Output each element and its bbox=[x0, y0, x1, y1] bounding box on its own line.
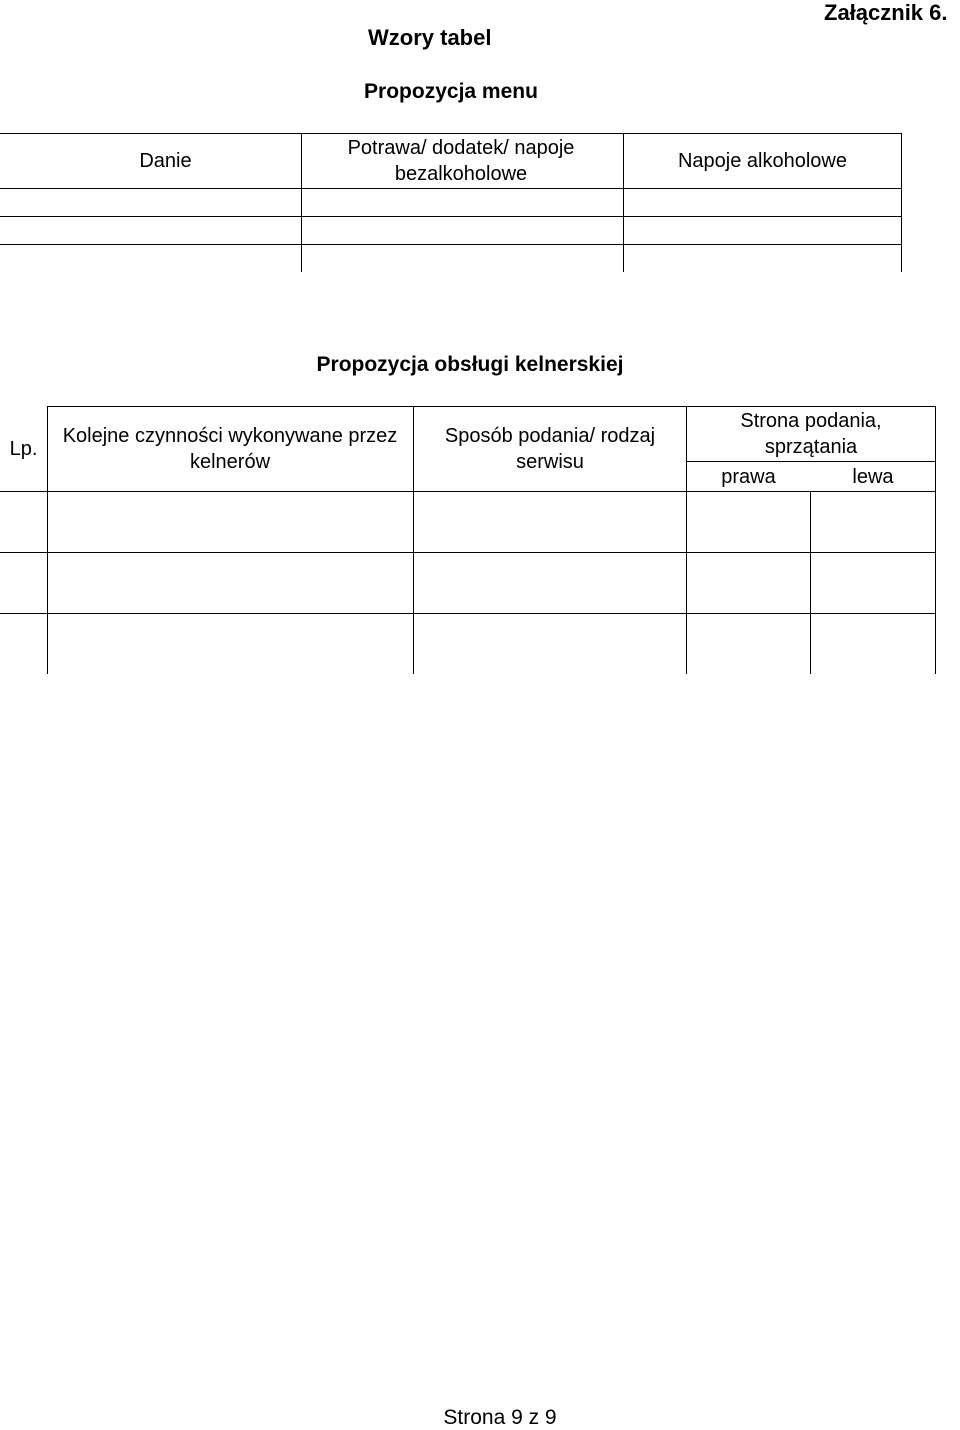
service-col-side: Strona podania, sprzątania bbox=[740, 410, 882, 458]
page-title: Wzory tabel bbox=[368, 25, 492, 50]
service-table-border-right bbox=[935, 406, 936, 674]
service-table-col-line bbox=[810, 491, 811, 674]
appendix-label: Załącznik 6. bbox=[824, 0, 948, 25]
service-table-col-line bbox=[47, 406, 48, 674]
service-table-row-line bbox=[0, 491, 936, 492]
service-col-lp: Lp. bbox=[9, 438, 38, 460]
service-section-title: Propozycja obsługi kelnerskiej bbox=[316, 353, 624, 376]
page-number: Strona 9 z 9 bbox=[443, 1406, 557, 1429]
menu-col-dish: Danie bbox=[139, 150, 192, 172]
service-col-method: Sposób podania/ rodzaj serwisu bbox=[444, 425, 656, 473]
service-table-col-line bbox=[686, 406, 687, 674]
menu-section-title: Propozycja menu bbox=[364, 80, 538, 103]
menu-col-alcohol: Napoje alkoholowe bbox=[677, 150, 847, 172]
service-table-row-line bbox=[0, 552, 936, 553]
service-col-right: prawa bbox=[721, 465, 776, 488]
service-col-left: lewa bbox=[852, 465, 894, 488]
service-table-row-line bbox=[0, 613, 936, 614]
menu-col-food-drinks: Potrawa/ dodatek/ napoje bezalkoholowe bbox=[347, 137, 575, 185]
service-col-activities: Kolejne czynności wykonywane przez kelnerów bbox=[62, 425, 398, 473]
service-table bbox=[0, 0, 960, 680]
service-table-col-line bbox=[413, 406, 414, 674]
